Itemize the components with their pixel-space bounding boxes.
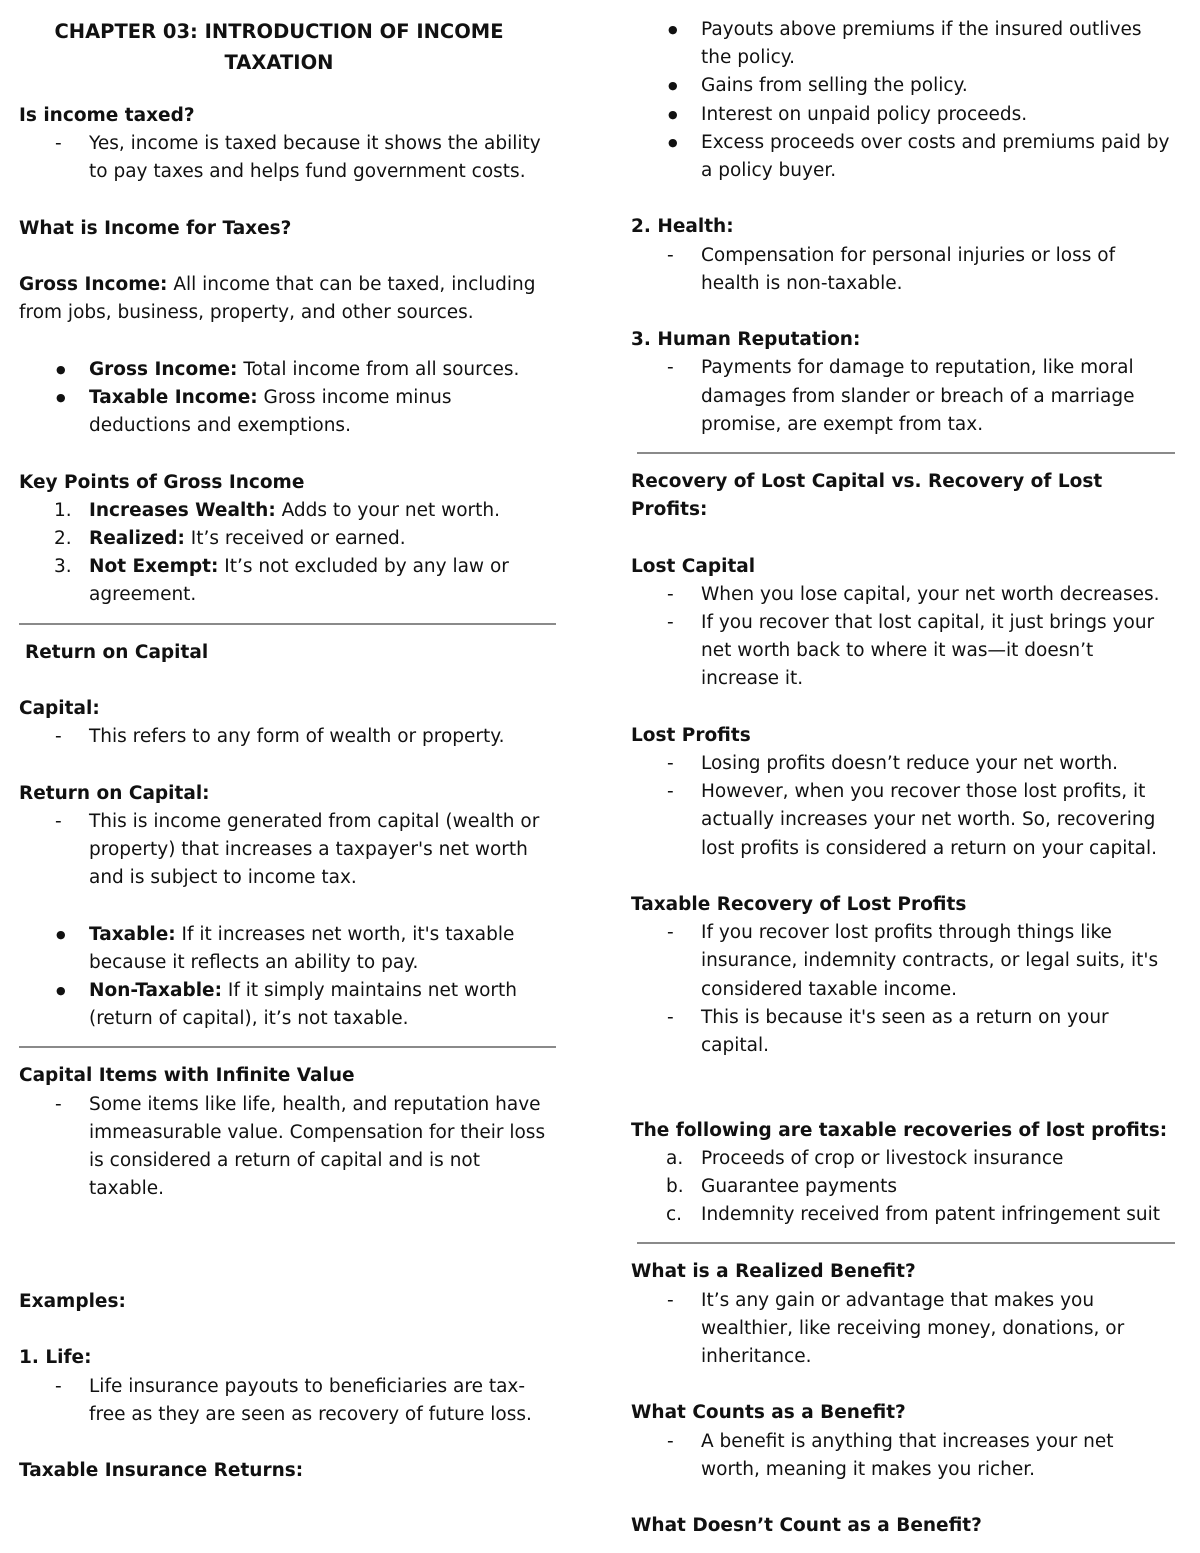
taxable-recoveries-list	[631, 1145, 1176, 1230]
heading-key-points: Key Points of Gross Income	[19, 471, 305, 493]
heading-lost-capital: Lost Capital	[631, 555, 756, 577]
list-item: - When you lose capital, your net worth decreases.	[631, 581, 1176, 609]
definition-bullets	[19, 356, 559, 441]
list-item: - Compensation for personal injuries or loss of health is non-taxable.	[631, 242, 1176, 298]
heading-examples: Examples:	[19, 1290, 126, 1312]
list-item: - This is because it's seen as a return on your capital.	[631, 1004, 1176, 1060]
heading-lost-profits: Lost Profits	[631, 724, 751, 746]
list-number: 1.	[54, 499, 72, 521]
heading-return-on-capital-section: Return on Capital	[25, 641, 209, 663]
section-divider	[637, 1242, 1175, 1244]
chapter-title: CHAPTER 03: INTRODUCTION OF INCOME TAXATION	[54, 20, 504, 74]
item-text: Proceeds of crop or livestock insurance	[701, 1147, 1064, 1169]
realized-benefit-list	[631, 1287, 1176, 1372]
list-item	[631, 1201, 1176, 1229]
section-divider	[637, 452, 1175, 454]
item-text: Indemnity received from patent infringement suit	[701, 1204, 1161, 1226]
list-item: - This refers to any form of wealth or property.	[19, 723, 559, 751]
return-on-capital-list	[19, 808, 559, 893]
list-item	[19, 356, 559, 384]
list-number: 3.	[54, 556, 72, 578]
list-item: - If you recover that lost capital, it just brings your net worth back to where it was—it doesn’t increase it.	[631, 609, 1176, 694]
taxable-insurance-bullets	[631, 16, 1176, 185]
key-points-list	[19, 497, 559, 610]
term-label: Taxable Income:	[89, 386, 258, 408]
heading-realized-benefit: What is a Realized Benefit?	[631, 1261, 916, 1283]
lost-profits-list	[631, 750, 1176, 863]
heading-counts-as-benefit: What Counts as a Benefit?	[631, 1402, 906, 1424]
term-label: Taxable:	[89, 923, 176, 945]
answer-list	[19, 130, 559, 186]
definition-text: If it increases net worth, it's taxable because it reflects an ability to pay.	[89, 923, 515, 973]
heading-life: 1. Life:	[19, 1347, 92, 1369]
list-letter: b.	[666, 1176, 684, 1198]
definition-text: Adds to your net worth.	[275, 499, 501, 521]
list-item	[19, 525, 559, 553]
term-label: Gross Income:	[89, 358, 238, 380]
list-item	[19, 497, 559, 525]
list-number: 2.	[54, 527, 72, 549]
list-item: ● Interest on unpaid policy proceeds.	[631, 101, 1176, 129]
heading-income-for-taxes: What is Income for Taxes?	[19, 217, 292, 239]
heading-health: 2. Health:	[631, 216, 734, 238]
heading-is-income-taxed: Is income taxed?	[19, 105, 195, 126]
list-item	[631, 1145, 1176, 1173]
term-label: Increases Wealth:	[89, 499, 276, 521]
heading-human-reputation: 3. Human Reputation:	[631, 329, 861, 351]
gross-income-definition	[19, 271, 559, 327]
list-item: - It’s any gain or advantage that makes you wealthier, like receiving money, donations, or inheritance.	[631, 1287, 1176, 1372]
right-column	[631, 16, 1176, 1540]
definition-text: It’s not excluded by any law or agreement.	[89, 556, 509, 606]
list-item: - Some items like life, health, and reputation have immeasurable value. Compensation for their loss is considered a return of capital and is not taxable.	[19, 1091, 559, 1204]
term-label: Non-Taxable:	[89, 979, 222, 1001]
definition-text: All income that can be taxed, including from jobs, business, property, and other sources.	[19, 274, 536, 324]
heading-recovery-comparison: Recovery of Lost Capital vs. Recovery of Lost Profits:	[631, 471, 1103, 521]
list-letter: a.	[666, 1147, 684, 1169]
heading-infinite-value: Capital Items with Infinite Value	[19, 1065, 355, 1087]
list-item: - Yes, income is taxed because it shows the ability to pay taxes and helps fund government costs.	[19, 130, 559, 186]
list-item: - If you recover lost profits through things like insurance, indemnity contracts, or legal suits, it's considered taxable income.	[631, 919, 1176, 1004]
heading-taxable-recovery: Taxable Recovery of Lost Profits	[631, 894, 967, 916]
taxability-bullets	[19, 921, 559, 1034]
list-item	[19, 977, 559, 1033]
capital-list	[19, 723, 559, 751]
heading-return-on-capital: Return on Capital:	[19, 782, 210, 804]
list-item: ● Payouts above premiums if the insured outlives the policy.	[631, 16, 1176, 72]
list-item: - However, when you recover those lost profits, it actually increases your net worth. So, recovering lost profits is considered a return on your capital.	[631, 778, 1176, 863]
reputation-list	[631, 354, 1176, 439]
heading-capital: Capital:	[19, 697, 100, 719]
definition-text: It’s received or earned.	[184, 527, 406, 549]
definition-text: Gross income minus deductions and exemptions.	[89, 386, 452, 437]
definition-text: Total income from all sources.	[237, 358, 520, 380]
list-item	[19, 553, 559, 609]
list-item: - This is income generated from capital (wealth or property) that increases a taxpayer's net worth and is subject to income tax.	[19, 808, 559, 893]
term-label: Not Exempt:	[89, 556, 219, 578]
heading-taxable-recoveries-list: The following are taxable recoveries of lost profits:	[631, 1119, 1168, 1141]
list-letter: c.	[666, 1204, 683, 1226]
left-column	[19, 16, 559, 1485]
infinite-value-list	[19, 1091, 559, 1204]
life-list	[19, 1373, 559, 1429]
health-list	[631, 242, 1176, 298]
section-divider	[19, 1046, 556, 1048]
heading-taxable-insurance-returns: Taxable Insurance Returns:	[19, 1460, 304, 1482]
definition-text: If it simply maintains net worth (return of capital), it’s not taxable.	[89, 979, 517, 1030]
list-item: ● Gains from selling the policy.	[631, 72, 1176, 100]
list-item: - A benefit is anything that increases your net worth, meaning it makes you richer.	[631, 1428, 1176, 1484]
taxable-recovery-list	[631, 919, 1176, 1060]
heading-not-counts-as-benefit: What Doesn’t Count as a Benefit?	[631, 1515, 982, 1537]
term-label: Gross Income:	[19, 274, 168, 296]
list-item	[19, 384, 559, 440]
term-label: Realized:	[89, 527, 185, 549]
counts-benefit-list	[631, 1428, 1176, 1484]
lost-capital-list	[631, 581, 1176, 694]
item-text: Guarantee payments	[701, 1176, 898, 1198]
list-item: - Payments for damage to reputation, like moral damages from slander or breach of a marriage promise, are exempt from tax.	[631, 354, 1176, 439]
list-item	[631, 1173, 1176, 1201]
list-item	[19, 921, 559, 977]
list-item: ● Excess proceeds over costs and premiums paid by a policy buyer.	[631, 129, 1176, 185]
list-item: - Life insurance payouts to beneficiaries are tax-free as they are seen as recovery of future loss.	[19, 1373, 559, 1429]
list-item: - Losing profits doesn’t reduce your net worth.	[631, 750, 1176, 778]
section-divider	[19, 623, 556, 625]
